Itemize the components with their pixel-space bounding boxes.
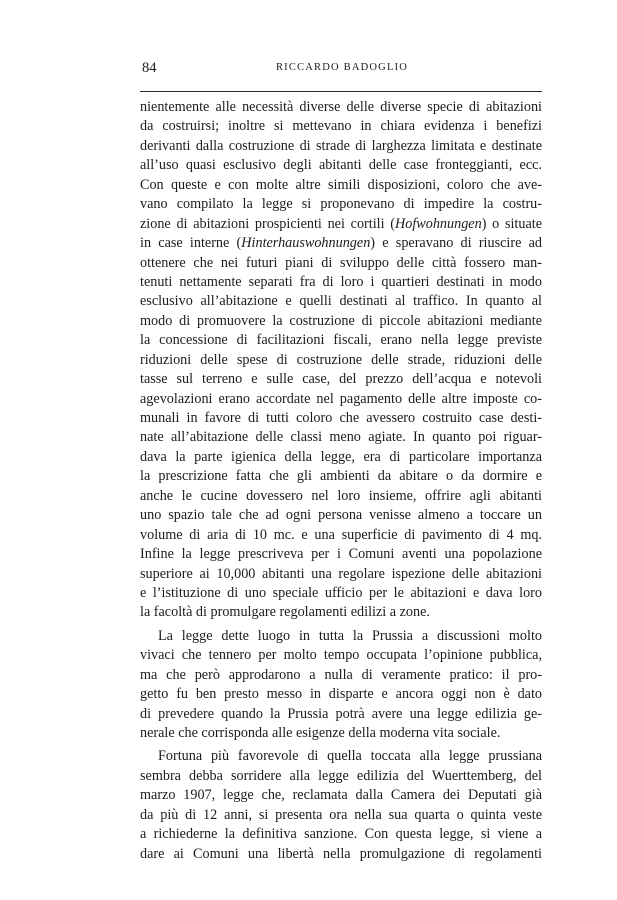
- text-line: sembra debba sorridere alla legge edilizia del Wuerttemberg, del: [140, 767, 542, 784]
- text-line: ma che però approdarono a nulla di veramente pratico: il pro-: [140, 666, 542, 683]
- text-segment: zione di abitazioni prospicienti nei cortili (: [140, 215, 395, 232]
- text-line: uno spazio tale che ad ogni persona venisse almeno a toccare un: [140, 507, 542, 524]
- text-line: dava la parte igienica della legge, era di particolare importanza: [140, 448, 542, 465]
- text-line: Fortuna più favorevole di quella toccata alla legge prussiana: [158, 748, 542, 765]
- paragraph-3: [140, 747, 542, 864]
- text-line: la facoltà di promulgare regolamenti edilizi a zone.: [140, 604, 430, 621]
- text-line: a richiederne la definitiva sanzione. Con questa legge, si viene a: [140, 826, 542, 843]
- text-line: Con queste e con molte altre simili disposizioni, coloro che ave-: [140, 176, 542, 193]
- paragraph-1: [140, 98, 542, 623]
- text-line: la prescrizione fatta che gli ambienti da abitare o da dormire e: [140, 468, 542, 485]
- text-line: [140, 215, 542, 234]
- page-number: 84: [142, 60, 157, 76]
- text-line: dare ai Comuni una libertà nella promulgazione di regolamenti: [140, 845, 542, 862]
- text-line: anche le cucine dovessero nel loro insieme, offrire agli abitanti: [140, 487, 542, 504]
- text-line: modo di promuovere la costruzione di piccole abitazioni mediante: [140, 312, 542, 329]
- text-line: all’uso quasi esclusivo degli abitanti delle case fronteggianti, ecc.: [140, 157, 542, 174]
- text-line: agevolazioni erano accordate nel pagamento delle altre imposte co-: [140, 390, 542, 407]
- text-segment: ) o situate: [481, 215, 542, 232]
- text-line: la concessione di facilitazioni fiscali, erano nella legge previste: [140, 332, 542, 349]
- text-line: nate all’abitazione delle classi meno agiate. In quanto poi riguar-: [140, 429, 542, 446]
- text-line: nerale che corrisponda alle esigenze della moderna vita sociale.: [140, 725, 501, 741]
- page-header: [142, 60, 542, 82]
- text-line: volume di aria di 10 mc. e una superficie di pavimento di 4 mq.: [140, 526, 542, 543]
- text-segment: in case interne (: [140, 235, 242, 252]
- text-line: vivaci che tennero per molto tempo occupata l’opinione pubblica,: [140, 647, 542, 664]
- text-line: nientemente alle necessità diverse delle diverse specie di abitazioni: [140, 99, 542, 115]
- text-line: esclusivo all’abitazione e quelli destinati al traffico. In quanto al: [140, 293, 542, 310]
- text-line: superiore ai 10,000 abitanti una regolare ispezione delle abitazioni: [140, 565, 542, 582]
- body-text: [140, 98, 542, 864]
- text-line: tasse sul terreno e sulle case, del prezzo dell’acqua e notevoli: [140, 371, 542, 388]
- text-line: da più di 12 anni, si presenta ora nella sua quarta o quinta veste: [140, 806, 542, 823]
- paragraph-2: [140, 627, 542, 744]
- text-line: derivanti dalla costruzione di strade di larghezza limitata e destinate: [140, 137, 542, 154]
- text-line: getto fu ben presto messo in disparte e ancora oggi non è dato: [140, 686, 542, 703]
- text-line: La legge dette luogo in tutta la Prussia a discussioni molto: [158, 627, 542, 644]
- text-line: di prevedere quando la Prussia potrà avere una legge edilizia ge-: [140, 705, 542, 722]
- text-line: da costruirsi; inoltre si mettevano in chiara evidenza i benefizi: [140, 118, 542, 135]
- text-line: [140, 234, 542, 253]
- text-line: tenuti nettamente separati fra di loro i quartieri destinati in modo: [140, 273, 542, 290]
- text-line: munali in favore di tutti coloro che avessero costruito case desti-: [140, 410, 542, 426]
- text-line: marzo 1907, legge che, reclamata dalla Camera dei Deputati già: [140, 787, 542, 804]
- running-title: RICCARDO BADOGLIO: [275, 62, 409, 73]
- text-line: vano compilato la legge si proponevano di impedire la costru-: [140, 196, 542, 213]
- text-line: riduzioni delle spese di costruzione delle strade, riduzioni delle: [140, 351, 542, 368]
- italic-term: Hinterhauswohnungen: [241, 235, 371, 252]
- header-rule: [140, 91, 542, 92]
- text-segment: ) e speravano di riuscire ad: [370, 235, 542, 252]
- text-line: Infine la legge prescriveva per i Comuni aventi una popolazione: [140, 546, 542, 563]
- italic-term: Hofwohnungen: [394, 215, 482, 232]
- text-line: e l’istituzione di uno speciale ufficio per le abitazioni e dava loro: [140, 584, 542, 601]
- text-line: ottenere che nei futuri piani di sviluppo delle città fossero man-: [140, 254, 542, 271]
